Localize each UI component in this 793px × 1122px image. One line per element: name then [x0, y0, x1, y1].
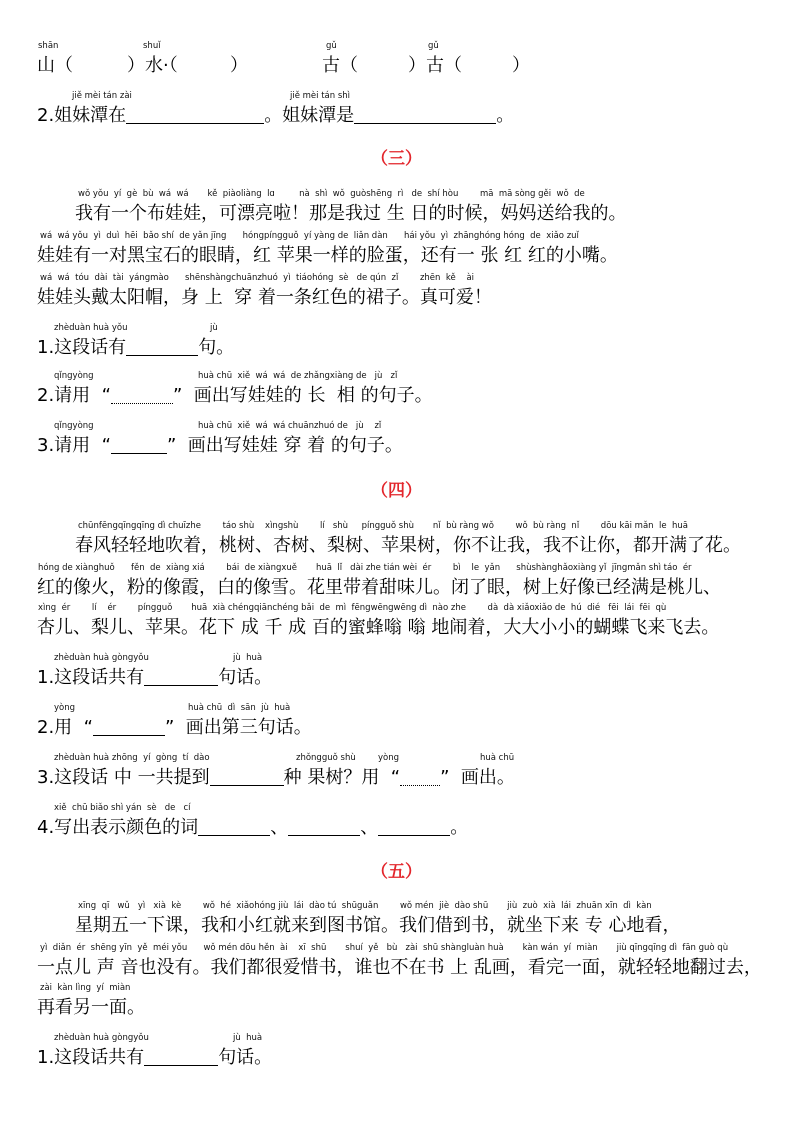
answer-blank[interactable]	[378, 817, 450, 836]
pinyin: qǐngyòng	[54, 371, 94, 381]
answer-blank[interactable]	[198, 817, 270, 836]
pinyin: huà chū xiě wá wá de zhǎngxiàng de jù zǐ	[198, 371, 398, 381]
pinyin: yì diǎn ér shēng yīn yě méi yǒu wǒ mén dōu hěn ài xī shū shuí yě bù zài shū shàngluàn huà kàn wán yí miàn jiù qīngqīng dì fān guò qù	[40, 943, 729, 953]
pinyin: shān	[38, 41, 59, 51]
section-heading-4: （四）	[371, 481, 422, 501]
question-text: 1.这段话有 句。	[37, 337, 235, 358]
answer-blank[interactable]	[111, 435, 167, 454]
passage-text: 娃娃头戴太阳帽，身 上 穿 着一条红色的裙子。真可爱！	[37, 287, 492, 308]
pinyin: zài kàn lìng yí miàn	[40, 983, 131, 993]
question-text: 1.这段话共有 句话。	[37, 667, 273, 688]
pinyin: zhèduàn huà gòngyǒu	[54, 1033, 149, 1043]
pinyin: wá wá yǒu yì duì hēi bǎo shí de yǎn jīng hóngpíngguǒ yí yàng de liǎn dàn hái yǒu yì zhānghóng hóng de xiǎo zuǐ	[40, 231, 579, 241]
passage-text: 再看另一面。	[37, 997, 145, 1018]
pinyin: xiě chū biǎo shì yán sè de cí	[54, 803, 191, 813]
pinyin: jiě mèi tán shì	[290, 91, 351, 101]
passage-line	[0, 900, 793, 948]
passage-line	[0, 272, 793, 320]
passage-text: 娃娃有一对黑宝石的眼睛，红 苹果一样的脸蛋，还有一 张 红 红的小嘴。	[37, 245, 618, 266]
pinyin: zhèduàn huà gòngyǒu	[54, 653, 149, 663]
pinyin: jiě mèi tán zài	[72, 91, 132, 101]
passage-line	[0, 982, 793, 1030]
passage-text: 一点儿 声 音也没有。我们都很爱惜书，谁也不在书 上 乱画，看完一面，就轻轻地翻过去，	[37, 957, 762, 978]
question-text: 2.用 “ ” 画出第三句话。	[37, 717, 312, 738]
answer-blank[interactable]	[144, 667, 218, 686]
question-text: 2.请用 “ ” 画出写娃娃的 长 相 的句子。	[37, 385, 433, 406]
answer-blank[interactable]	[210, 767, 284, 786]
pinyin: jù huà	[233, 653, 263, 663]
pinyin: yòng	[54, 703, 76, 713]
question-text: 3.这段话 中 一共提到 种 果树？用 “ ” 画出。	[37, 767, 515, 788]
question-4	[0, 802, 793, 850]
text: ）水·（	[127, 55, 178, 76]
text: 山（	[37, 55, 73, 76]
question-1	[0, 1032, 793, 1080]
passage-line	[0, 520, 793, 568]
pinyin: xìng ér lí ér píngguǒ huā xià chéngqiānchéng bǎi de mì fēngwēngwēng dì nào zhe dà dà xiǎoxiǎo de hú dié fēi lái fēi qù	[38, 603, 667, 613]
pinyin: yòng	[378, 753, 400, 763]
pinyin: huà chū dì sān jù huà	[188, 703, 291, 713]
passage-text: 星期五一下课，我和小红就来到图书馆。我们借到书，就坐下来 专 心地看，	[75, 915, 681, 936]
question-3	[0, 752, 793, 800]
pinyin: zhèduàn huà yǒu	[54, 323, 128, 333]
answer-blank[interactable]	[111, 385, 173, 404]
pinyin: gǔ	[326, 41, 337, 51]
answer-blank[interactable]	[126, 337, 198, 356]
passage-text: 我有一个布娃娃，可漂亮啦！那是我过 生 日的时候，妈妈送给我的。	[75, 203, 627, 224]
question-text: 1.这段话共有 句话。	[37, 1047, 273, 1068]
pinyin: huà chū	[480, 753, 515, 763]
pinyin: jù huà	[233, 1033, 263, 1043]
question-text: 3.请用 “ ” 画出写娃娃 穿 着 的句子。	[37, 435, 403, 456]
question-2	[0, 370, 793, 418]
answer-blank[interactable]	[288, 817, 360, 836]
answer-blank[interactable]	[93, 717, 165, 736]
question-3	[0, 420, 793, 468]
pinyin: qǐngyòng	[54, 421, 94, 431]
passage-line	[0, 602, 793, 650]
text: ）古（	[408, 55, 462, 76]
passage-text: 杏儿、梨儿、苹果。花下 成 千 成 百的蜜蜂嗡 嗡 地闹着，大大小小的蝴蝶飞来飞去。	[37, 617, 720, 638]
passage-line	[0, 188, 793, 236]
answer-blank[interactable]	[126, 105, 264, 124]
question-1	[0, 322, 793, 370]
pinyin: gǔ	[428, 41, 439, 51]
text: 古（	[322, 55, 358, 76]
passage-text: 春风轻轻地吹着，桃树、杏树、梨树、苹果树，你不让我，我不让你，都开满了花。	[75, 535, 741, 556]
pinyin: chūnfēngqīngqīng dì chuīzhe táo shù xìngshù lí shù píngguǒ shù nǐ bù ràng wǒ wǒ bù ràng nǐ dōu kāi mǎn le huā	[78, 521, 688, 531]
pinyin: huà chū xiě wá wá chuānzhuó de jù zǐ	[198, 421, 382, 431]
passage-text: 红的像火，粉的像霞，白的像雪。花里带着甜味儿。闭了眼，树上好像已经满是桃儿、	[37, 577, 721, 598]
question-2	[0, 702, 793, 750]
question-1	[0, 652, 793, 700]
pinyin: zhèduàn huà zhōng yí gòng tí dào	[54, 753, 210, 763]
pinyin: zhǒngguǒ shù	[296, 753, 356, 763]
question-text: 2.姐妹潭在 。姐妹潭是 。	[37, 105, 515, 126]
text: ）	[230, 55, 248, 76]
answer-blank[interactable]	[144, 1047, 218, 1066]
pinyin: wá wá tóu dài tài yángmào shēnshàngchuānzhuó yì tiáohóng sè de qún zǐ zhēn kě ài	[40, 273, 475, 283]
question-jiemeitan	[0, 90, 793, 138]
text: ）	[512, 55, 530, 76]
pinyin: shuǐ	[143, 41, 161, 51]
pinyin: jù	[210, 323, 218, 333]
pinyin: hóng de xiànghuǒ fěn de xiàng xiá bái de xiàngxuě huā lǐ dài zhe tián wèi ér bì le yǎn shùshànghǎoxiàng yǐ jīngmǎn shì táo ér	[38, 563, 692, 573]
passage-line	[0, 230, 793, 278]
answer-blank[interactable]	[354, 105, 496, 124]
section-heading-5: （五）	[371, 862, 422, 882]
question-text: 4.写出表示颜色的词 、 、 。	[37, 817, 469, 838]
section-heading-3: （三）	[371, 149, 422, 169]
fill-in-line-antonyms	[0, 40, 793, 88]
answer-blank[interactable]	[400, 767, 440, 786]
pinyin: xīng qī wǔ yì xià kè wǒ hé xiǎohóng jiù lái dào tú shūguǎn wǒ mén jiè dào shū jiù zuò xià lái zhuān xīn dì kàn	[78, 901, 652, 911]
pinyin: wǒ yǒu yí gè bù wá wá kě piàoliàng lɑ nà shì wǒ guòshēng rì de shí hòu mā mā sòng gěi wǒ de	[78, 189, 585, 199]
